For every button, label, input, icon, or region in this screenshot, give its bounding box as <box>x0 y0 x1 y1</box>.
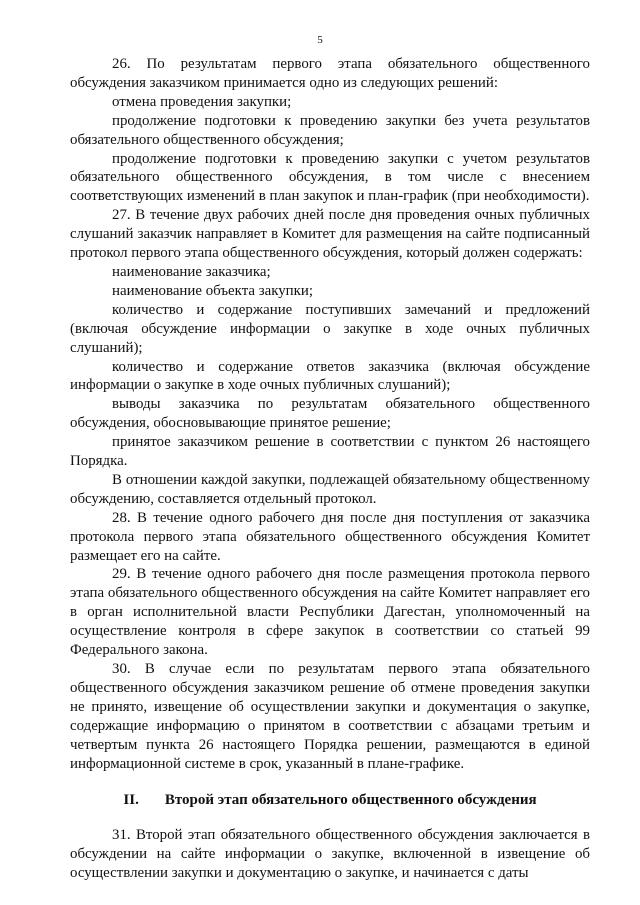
paragraph: 31. Второй этап обязательного общественного обсуждения заключается в обсуждении на сайте информации о закупке, включенной в извещение об осуществлении закупки и документацию о закупке, и начинается с даты <box>70 827 590 882</box>
paragraph: наименование заказчика; <box>112 263 271 280</box>
paragraph: количество и содержание ответов заказчика (включая обсуждение информации о закупке в ходе очных публичных слушаний); <box>70 358 590 394</box>
page-number: 5 <box>317 34 323 46</box>
paragraph: 29. В течение одного рабочего дня после размещения протокола первого этапа обязательного общественного обсуждения на сайте Комитет направляет его в орган исполнительной власти Республики Дагестан, уполномоченный на осуществление контроля в сфере закупок в соответствии со статьей 99 Федерального закона. <box>70 566 590 659</box>
paragraph: продолжение подготовки к проведению закупки без учета результатов обязательного общественного обсуждения; <box>70 112 590 148</box>
paragraph: наименование объекта закупки; <box>112 282 313 299</box>
paragraph: 26. По результатам первого этапа обязательного общественного обсуждения заказчиком принимается одно из следующих решений: <box>70 56 590 91</box>
paragraph: выводы заказчика по результатам обязательного общественного обсуждения, обосновывающие принятое решение; <box>70 396 590 432</box>
document-body <box>70 55 590 883</box>
paragraph: продолжение подготовки к проведению закупки с учетом результатов обязательного общественного обсуждения, в том числе с внесением соответствующих изменений в план закупок и план-график (при необходимости). <box>70 150 590 205</box>
paragraph: принятое заказчиком решение в соответствии с пунктом 26 настоящего Порядка. <box>70 434 590 470</box>
paragraph: отмена проведения закупки; <box>112 93 292 110</box>
section-heading <box>70 791 590 810</box>
paragraph: 30. В случае если по результатам первого этапа обязательного общественного обсуждения заказчиком решение об отмене проведения закупки не принято, извещение об осуществлении закупки и документация о закупке, содержащие информацию о принятом в соответствии с абзацами третьим и четвертым пункта 26 настоящего Порядка решении, размещаются в единой информационной системе в срок, указанный в плане-графике. <box>70 661 590 772</box>
section-number: II. <box>123 792 139 809</box>
section-title: Второй этап обязательного общественного обсуждения <box>164 792 537 809</box>
paragraph: В отношении каждой закупки, подлежащей обязательному общественному обсуждению, составляется отдельный протокол. <box>70 471 590 507</box>
paragraph: 28. В течение одного рабочего дня после дня поступления от заказчика протокола первого этапа обязательного общественного обсуждения Комитет размещает его на сайте. <box>70 509 590 564</box>
paragraph: 27. В течение двух рабочих дней после дня проведения очных публичных слушаний заказчик направляет в Комитет для размещения на сайте подписанный протокол первого этапа общественного обсуждения, который должен содержать: <box>70 207 590 262</box>
paragraph: количество и содержание поступивших замечаний и предложений (включая обсуждение информации о закупке в ходе очных публичных слушаний); <box>70 301 590 356</box>
